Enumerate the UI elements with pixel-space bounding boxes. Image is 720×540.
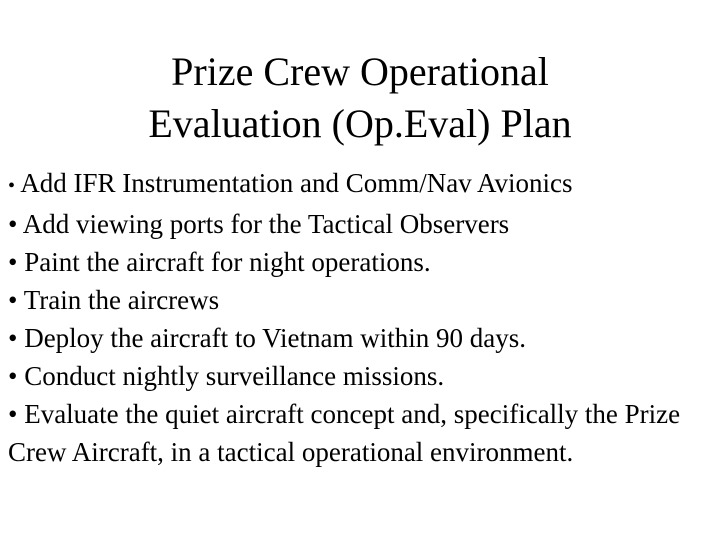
bullet-item xyxy=(8,164,714,205)
bullet-icon: • xyxy=(8,175,16,197)
bullet-text: Add viewing ports for the Tactical Observers xyxy=(22,209,510,239)
bullet-icon: • xyxy=(8,361,18,391)
bullet-item xyxy=(8,243,714,281)
bullet-text: Evaluate the quiet aircraft concept and, specifically the Prize Crew Aircraft, in a tactical operational environment. xyxy=(8,399,681,467)
bullet-text: Add IFR Instrumentation and Comm/Nav Avionics xyxy=(20,168,573,198)
bullet-item xyxy=(8,205,714,243)
bullet-item xyxy=(8,357,714,395)
bullet-icon: • xyxy=(8,323,18,353)
bullet-text: Train the aircrews xyxy=(23,285,220,315)
bullet-icon: • xyxy=(8,209,18,239)
bullet-icon: • xyxy=(8,399,18,429)
bullet-list xyxy=(8,164,714,471)
bullet-item xyxy=(8,319,714,357)
bullet-text: Conduct nightly surveillance missions. xyxy=(24,361,445,391)
title-line-2: Evaluation (Op.Eval) Plan xyxy=(148,101,572,146)
bullet-icon: • xyxy=(8,247,18,277)
bullet-item xyxy=(8,281,714,319)
bullet-icon: • xyxy=(8,285,18,315)
slide-title xyxy=(0,46,720,150)
bullet-text: Deploy the aircraft to Vietnam within 90 days. xyxy=(24,323,526,353)
bullet-item xyxy=(8,395,714,471)
bullet-text: Paint the aircraft for night operations. xyxy=(24,247,431,277)
title-line-1: Prize Crew Operational xyxy=(171,49,549,94)
